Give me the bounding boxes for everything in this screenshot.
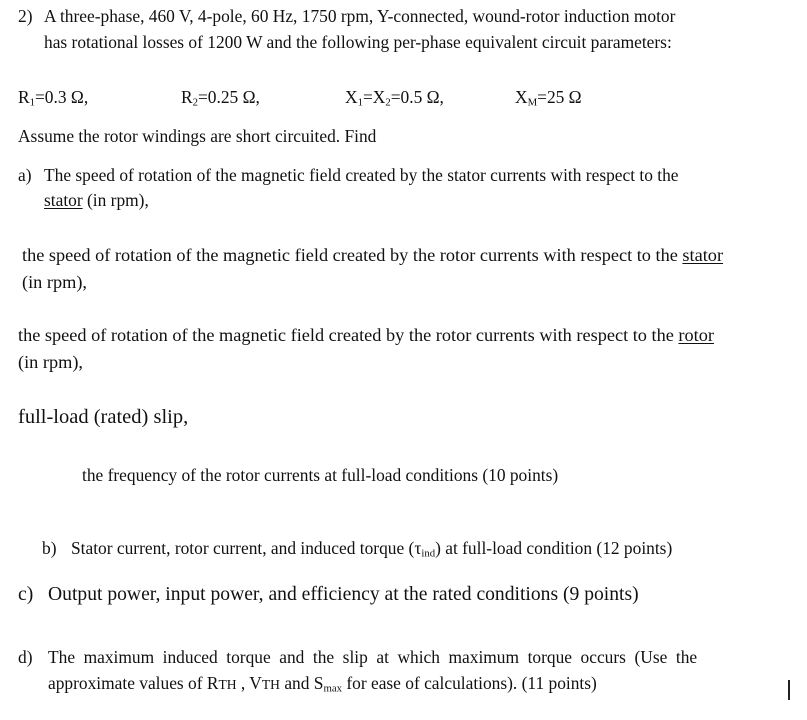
text-cursor: [788, 680, 790, 700]
part-d-line-1: The maximum induced torque and the slip at which maximum torque occurs (Use the: [48, 647, 698, 667]
underlined-stator: stator: [682, 245, 724, 265]
item-rotor-field-wrt-stator-line-2: (in rpm),: [22, 272, 87, 292]
part-a-line-2: stator (in rpm),: [44, 190, 149, 210]
underlined-rotor: rotor: [678, 325, 714, 345]
part-a-label: a): [18, 165, 32, 185]
underlined-stator: stator: [44, 190, 83, 210]
param-x1-x2: $X_1=X_2=0.5$ Ω,: [345, 87, 444, 109]
param-xm: $X_M=25$ Ω: [515, 87, 582, 109]
param-r2: $R_2=0.25$ Ω,: [181, 87, 260, 109]
problem-number: 2): [18, 6, 33, 26]
item-full-load-slip: full-load (rated) slip,: [18, 406, 189, 428]
part-c-label: c): [18, 584, 34, 605]
part-d-line-2: approximate values of RTH , VTH and $S_{max}$ for ease of calculations). (11 points): [48, 673, 597, 695]
item-rotor-field-wrt-rotor-line-2: (in rpm),: [18, 352, 83, 372]
param-r1: $R_1=0.3$ Ω,: [18, 87, 89, 109]
problem-line-2: has rotational losses of 1200 W and the following per-phase equivalent circuit parameters:: [44, 32, 672, 52]
assumption-text: Assume the rotor windings are short circuited. Find: [18, 126, 377, 146]
part-c-text: Output power, input power, and efficiency at the rated conditions (9 points): [48, 584, 639, 605]
problem-line-1: A three-phase, 460 V, 4-pole, 60 Hz, 1750 rpm, Y-connected, wound-rotor induction motor: [44, 6, 676, 26]
item-rotor-field-wrt-stator-line-1: the speed of rotation of the magnetic field created by the rotor currents with respect to the stator: [22, 245, 724, 265]
part-b-label: b): [42, 538, 57, 558]
item-rotor-field-wrt-rotor-line-1: the speed of rotation of the magnetic field created by the rotor currents with respect to the rotor: [18, 325, 714, 345]
part-b-text: Stator current, rotor current, and induced torque $(\tau_{ind})$ at full-load condition (12 points): [71, 538, 673, 560]
part-a-line-1: The speed of rotation of the magnetic field created by the stator currents with respect to the: [44, 165, 679, 185]
part-d-label: d): [18, 647, 33, 667]
item-rotor-frequency: the frequency of the rotor currents at full-load conditions (10 points): [82, 465, 559, 485]
